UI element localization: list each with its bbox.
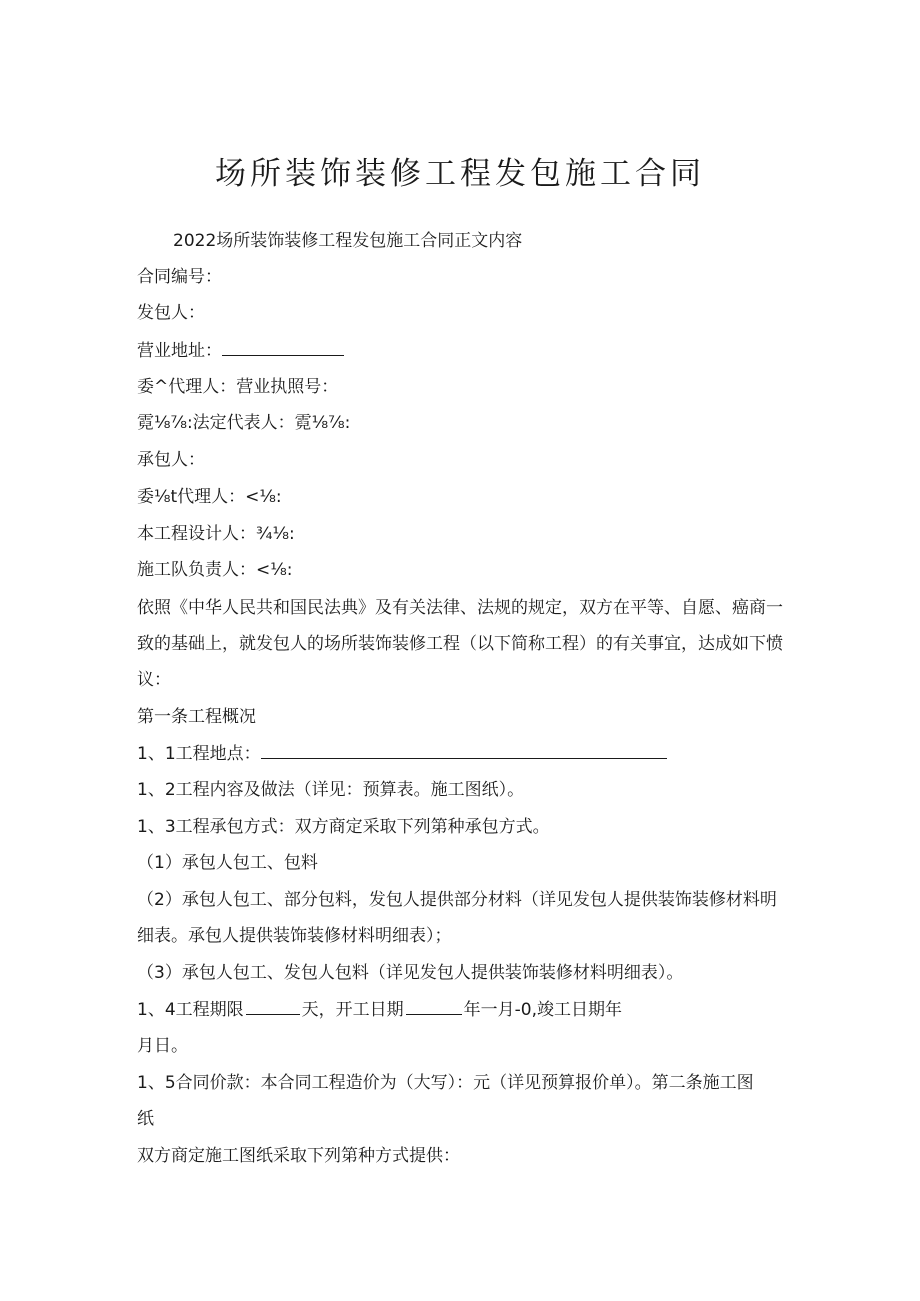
article1-item3: 1、3工程承包方式：双方商定采取下列第种承包方式。: [137, 817, 550, 837]
article1-item4: [137, 998, 622, 1022]
field-contractor: 承包人：: [137, 450, 205, 470]
blank-line: [261, 742, 667, 759]
page-title: 场所装饰装修工程发包施工合同: [215, 156, 705, 192]
blank-line: [246, 998, 300, 1015]
field-legal-rep: 霓⅛⅞:法定代表人：霓⅛⅞:: [137, 413, 351, 433]
preamble-line-3: 议：: [137, 670, 171, 690]
article1-option3: （3）承包人包工、发包人包料（详见发包人提供装饰装修材料明细表）。: [137, 963, 684, 983]
field-designer: 本工程设计人：¾⅛:: [137, 524, 295, 544]
field-business-address-label: 营业地址：: [137, 341, 222, 361]
article1-option2-line1: （2）承包人包工、部分包料，发包人提供部分材料（详见发包人提供装饰装修材料明: [137, 890, 777, 910]
article1-item5-line1: 1、5合同价款：本合同工程造价为（大写）：元（详见预算报价单）。第二条施工图: [137, 1073, 754, 1093]
field-team-leader: 施工队负责人：<⅛:: [137, 560, 293, 580]
blank-line: [406, 998, 462, 1015]
field-employer: 发包人：: [137, 303, 205, 323]
field-agent-license: 委^代理人：营业执照号：: [137, 377, 339, 397]
item4-dates: 年一月-0,竣工日期年: [463, 1000, 622, 1020]
article1-option1: （1）承包人包工、包料: [137, 853, 318, 873]
article1-option2-line2: 细表。承包人提供装饰装修材料明细表）；: [137, 926, 452, 946]
field-agent2: 委⅛t代理人：<⅛:: [137, 487, 282, 507]
blank-line: [222, 339, 344, 356]
preamble-line-2: 致的基础上，就发包人的场所装饰装修工程（以下简称工程）的有关事宜，达成如下愤: [137, 634, 783, 654]
preamble-line-1: 依照《中华人民共和国民法典》及有关法律、法规的规定，双方在平等、自愿、癌商一: [137, 598, 783, 618]
document-subtitle: 2022场所装饰装修工程发包施工合同正文内容: [173, 231, 523, 251]
item4-days: 天，开工日期: [301, 1000, 404, 1020]
article1-item5-line2: 纸: [137, 1109, 154, 1129]
article1-item1: [137, 742, 667, 766]
last-line: 双方商定施工图纸采取下列第种方式提供：: [137, 1146, 460, 1166]
article1-item2: 1、2工程内容及做法（详见：预算表。施工图纸）。: [137, 780, 525, 800]
field-business-address: [137, 339, 344, 363]
article1-item1-label: 1、1工程地点：: [137, 744, 261, 764]
article1-item4-line2: 月日。: [137, 1036, 188, 1056]
article1-heading: 第一条工程概况: [137, 707, 256, 727]
field-contract-no: 合同编号：: [137, 267, 222, 287]
item4-label: 1、4工程期限: [137, 1000, 244, 1020]
